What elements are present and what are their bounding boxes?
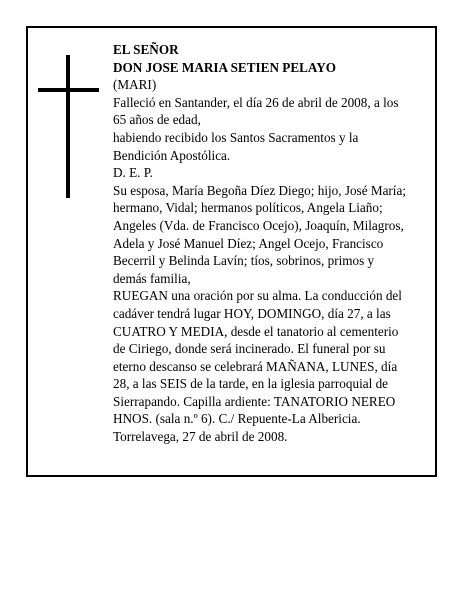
deceased-nickname: (MARI) <box>113 77 157 93</box>
notice-line: CUATRO Y MEDIA, desde el tanatorio al cementerio <box>113 323 399 339</box>
cross-icon <box>38 55 99 198</box>
notice-line: RUEGAN una oración por su alma. La conducción del <box>113 288 402 304</box>
notice-line: de Ciriego, donde será incinerado. El funeral por su <box>113 341 386 357</box>
notice-line: Becerril y Belinda Lavín; tíos, sobrinos, primos y <box>113 253 375 269</box>
notice-line: habiendo recibido los Santos Sacramentos y la <box>113 129 359 145</box>
cross-horizontal-bar <box>38 88 99 92</box>
notice-line: demás familia, <box>113 270 191 286</box>
rip-line: D. E. P. <box>113 165 153 181</box>
notice-line: Bendición Apostólica. <box>113 147 231 163</box>
obituary-notice <box>26 26 437 477</box>
notice-line: eterno descanso se celebrará MAÑANA, LUNES, día <box>113 358 398 374</box>
notice-line: 28, a las SEIS de la tarde, en la iglesia parroquial de <box>113 376 389 392</box>
notice-line: Falleció en Santander, el día 26 de abril de 2008, a los <box>113 94 399 110</box>
place-date-line: Torrelavega, 27 de abril de 2008. <box>113 429 288 445</box>
notice-line: Adela y José Manuel Díez; Angel Ocejo, Francisco <box>113 235 384 251</box>
notice-line: cadáver tendrá lugar HOY, DOMINGO, día 27, a las <box>113 305 391 321</box>
cross-vertical-bar <box>66 55 70 198</box>
notice-line: HNOS. (sala n.º 6). C./ Repuente-La Albericia. <box>113 411 361 427</box>
deceased-name: DON JOSE MARIA SETIEN PELAYO <box>113 59 337 75</box>
notice-line: hermano, Vidal; hermanos políticos, Angela Liaño; <box>113 200 383 216</box>
notice-line: 65 años de edad, <box>113 112 201 128</box>
notice-line: Su esposa, María Begoña Díez Diego; hijo, José María; <box>113 182 406 198</box>
notice-text <box>113 41 421 446</box>
notice-line: Angeles (Vda. de Francisco Ocejo), Joaquín, Milagros, <box>113 217 404 233</box>
notice-line: Sierrapando. Capilla ardiente: TANATORIO NEREO <box>113 393 396 409</box>
notice-heading: EL SEÑOR <box>113 42 179 57</box>
